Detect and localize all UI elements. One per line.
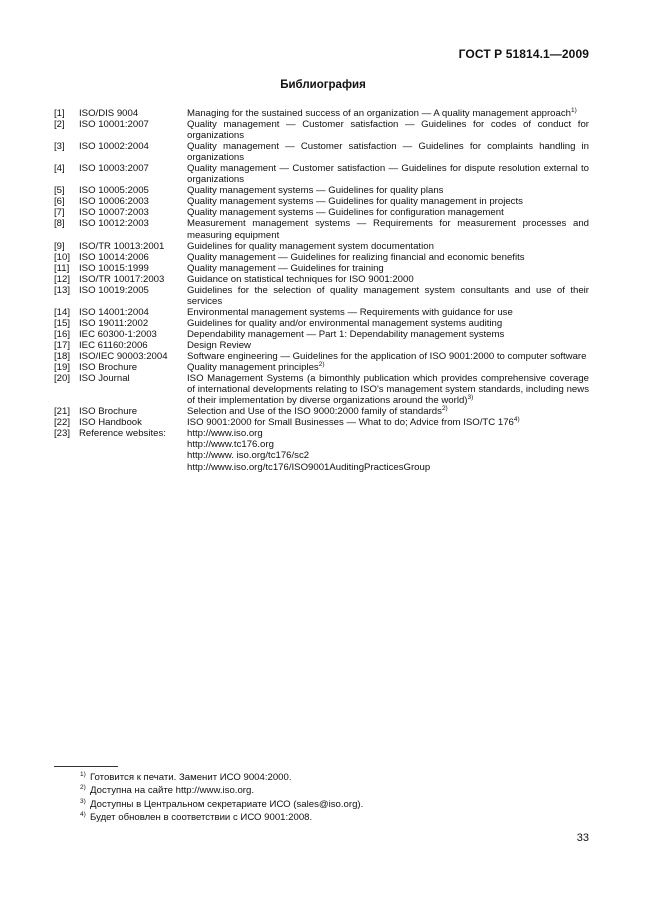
entry-description (187, 108, 589, 119)
bibliography-entry (54, 141, 589, 163)
standard-code: ГОСТ Р 51814.1—2009 (458, 47, 589, 61)
entry-number: [8] (54, 218, 65, 230)
entry-number: [1] (54, 108, 65, 119)
entry-standard-code: ISO 10014:2006 (79, 251, 149, 263)
entry-description (187, 218, 589, 240)
entry-description (187, 119, 589, 141)
page-number: 33 (576, 832, 589, 844)
footnote-reference: 1) (571, 106, 577, 114)
entry-number: [9] (54, 240, 65, 252)
bibliography-entry (54, 241, 589, 252)
entry-number: [20] (54, 373, 71, 385)
entry-description (187, 241, 589, 252)
entry-number: [13] (54, 284, 71, 296)
entry-standard-code: ISO 10005:2005 (79, 185, 149, 197)
entry-description (187, 373, 589, 406)
footnote (80, 811, 580, 824)
entry-description (187, 406, 589, 417)
entry-description-text: Guidance on statistical techniques for ISO 9001:2000 (187, 273, 414, 285)
entry-standard-code: ISO/TR 10013:2001 (79, 240, 165, 252)
entry-description-text: Quality management — Customer satisfaction — Guidelines for codes of conduct for organizations (187, 119, 589, 142)
entry-standard-code: ISO/TR 10017:2003 (79, 273, 165, 285)
entry-standard-code: ISO Brochure (79, 362, 138, 374)
entry-description (187, 417, 589, 428)
entry-description (187, 141, 589, 163)
entry-standard-code: ISO 10012:2003 (79, 218, 149, 230)
footnote-separator (54, 766, 118, 767)
entry-description-text: Quality management systems — Guidelines for quality management in projects (187, 196, 523, 208)
footnote-mark (80, 811, 90, 824)
bibliography-entry (54, 373, 589, 406)
entry-description (187, 207, 589, 218)
bibliography-entry (54, 362, 589, 373)
entry-description-text: Quality management systems — Guidelines for quality plans (187, 185, 444, 197)
entry-number: [17] (54, 339, 71, 351)
bibliography-entry (54, 252, 589, 263)
website-list (187, 428, 589, 472)
entry-number: [5] (54, 185, 65, 197)
bibliography-entry (54, 340, 589, 351)
bibliography-entry (54, 274, 589, 285)
entry-description (187, 263, 589, 274)
entry-description-text: ISO 9001:2000 for Small Businesses — What to do; Advice from ISO/TC 176 (187, 417, 514, 429)
bibliography-entry (54, 417, 589, 428)
entry-standard-code: ISO Handbook (79, 417, 142, 429)
footnote-reference: 2) (318, 360, 325, 368)
entry-description (187, 307, 589, 318)
entry-number: [22] (54, 417, 71, 429)
bibliography-entry (54, 329, 589, 340)
footnotes-list (80, 771, 580, 825)
footnote-reference: 4) (513, 416, 520, 424)
website-url: http://www.tc176.org (187, 439, 274, 451)
entry-standard-code: ISO 10007:2003 (79, 207, 149, 219)
bibliography-entry (54, 406, 589, 417)
bibliography-entry (54, 108, 589, 119)
entry-description (187, 329, 589, 340)
footnote-text: Доступны в Центральном секретариате ИСО (sales@iso.org). (90, 798, 364, 810)
footnote-mark (80, 771, 90, 784)
footnote-text: Доступна на сайте http://www.iso.org. (90, 785, 254, 797)
entry-description-text: Guidelines for quality management system documentation (187, 240, 434, 252)
footnote-text: Будет обновлен в соответствии с ИСО 9001:2008. (90, 812, 313, 824)
entry-number: [15] (54, 317, 71, 329)
entry-number: [18] (54, 351, 71, 363)
entry-description-text: Quality management — Guidelines for realizing financial and economic benefits (187, 251, 525, 263)
entry-number: [21] (54, 406, 71, 418)
entry-description-text: Quality management — Guidelines for training (187, 262, 384, 274)
entry-standard-code: ISO 10001:2007 (79, 119, 149, 131)
entry-description (187, 196, 589, 207)
entry-standard-code: IEC 60300-1:2003 (79, 328, 157, 340)
entry-description (187, 285, 589, 307)
entry-number: [10] (54, 251, 71, 263)
website-url: http://www.iso.org (187, 428, 263, 440)
bibliography-entry (54, 307, 589, 318)
entry-standard-code: ISO Brochure (79, 406, 138, 418)
footnote-reference: 2) (441, 405, 448, 413)
entry-number: [2] (54, 119, 65, 131)
entry-standard-code: ISO Journal (79, 373, 130, 385)
entry-description-text: Measurement management systems — Requirements for measurement processes and measuring equipment (187, 218, 589, 241)
entry-number: [19] (54, 362, 71, 374)
bibliography-entry (54, 263, 589, 274)
footnote (80, 771, 580, 784)
bibliography-entry (54, 185, 589, 196)
bibliography-entry (54, 163, 589, 185)
entry-number: [12] (54, 273, 71, 285)
bibliography-entry (54, 119, 589, 141)
entry-standard-code: ISO 10003:2007 (79, 163, 149, 175)
entry-standard-code: ISO 14001:2004 (79, 306, 149, 318)
footnote-mark (80, 784, 90, 797)
bibliography-entry-websites (54, 428, 589, 472)
entry-label: Reference websites: (79, 428, 166, 440)
bibliography-title: Библиография (280, 79, 366, 91)
footnote-mark-text: 2) (80, 784, 86, 792)
footnote-text: Готовится к печати. Заменит ИСО 9004:2000. (90, 772, 292, 783)
entry-description-text: Dependability management — Part 1: Dependability management systems (187, 328, 505, 340)
entry-standard-code: ISO 10019:2005 (79, 284, 149, 296)
entry-number: [16] (54, 328, 71, 340)
entry-description-text: Managing for the sustained success of an organization — A quality management approach (187, 108, 571, 119)
entry-description-text: Software engineering — Guidelines for the application of ISO 9001:2000 to computer software (187, 351, 587, 363)
entry-description (187, 340, 589, 351)
bibliography-entry (54, 218, 589, 240)
entry-description-text: Quality management systems — Guidelines for configuration management (187, 207, 504, 219)
website-url: http://www.iso.org/tc176/ISO9001AuditingPracticesGroup (187, 461, 431, 473)
bibliography-entry (54, 318, 589, 329)
entry-description-text: Environmental management systems — Requirements with guidance for use (187, 306, 513, 318)
entry-standard-code: ISO/DIS 9004 (79, 108, 139, 119)
entry-number: [11] (54, 262, 70, 274)
entry-description-text: Selection and Use of the ISO 9000:2000 family of standards (187, 406, 442, 418)
entry-standard-code: ISO 10006:2003 (79, 196, 149, 208)
entry-description (187, 163, 589, 185)
entry-standard-code: ISO 19011:2002 (79, 317, 149, 329)
entry-description-text: Quality management — Customer satisfaction — Guidelines for complaints handling in organizations (187, 141, 589, 164)
entry-number: [3] (54, 141, 65, 153)
entry-number: [23] (54, 428, 71, 440)
entry-description-text: Quality management — Customer satisfaction — Guidelines for dispute resolution external to organizations (187, 163, 589, 186)
entry-standard-code: ISO 10002:2004 (79, 141, 149, 153)
entry-description-text: Guidelines for the selection of quality management system consultants and use of their services (187, 284, 589, 307)
footnote-mark-text: 4) (80, 811, 86, 819)
entry-number: [7] (54, 207, 65, 219)
footnote-mark-text: 1) (80, 770, 86, 778)
bibliography-entry (54, 285, 589, 307)
bibliography-entry (54, 207, 589, 218)
entry-description-text: Design Review (187, 339, 251, 351)
entry-description (187, 318, 589, 329)
entry-description (187, 252, 589, 263)
footnote-reference: 3) (467, 394, 474, 402)
entry-description (187, 362, 589, 373)
footnote-mark (80, 798, 90, 811)
footnote (80, 798, 580, 811)
entry-standard-code: ISO 10015:1999 (79, 262, 149, 274)
website-url: http://www. iso.org/tc176/sc2 (187, 450, 310, 462)
entry-description (187, 351, 589, 362)
entry-standard-code: IEC 61160:2006 (79, 339, 148, 351)
bibliography-list (54, 108, 589, 473)
footnote-mark-text: 3) (80, 797, 86, 805)
footnote (80, 784, 580, 797)
entry-standard-code: ISO/IEC 90003:2004 (79, 351, 168, 363)
entry-description (187, 274, 589, 285)
bibliography-entry (54, 196, 589, 207)
entry-description (187, 185, 589, 196)
entry-number: [4] (54, 163, 65, 175)
entry-description-text: Quality management principles (187, 362, 319, 374)
entry-description-text: ISO Management Systems (a bimonthly publication which provides comprehensive coverage of international developments relating to ISO's management system standards, including news of their implementation by diverse organizations around the world) (187, 373, 589, 407)
entry-number: [14] (54, 306, 71, 318)
entry-description-text: Guidelines for quality and/or environmental management systems auditing (187, 317, 503, 329)
entry-number: [6] (54, 196, 65, 208)
